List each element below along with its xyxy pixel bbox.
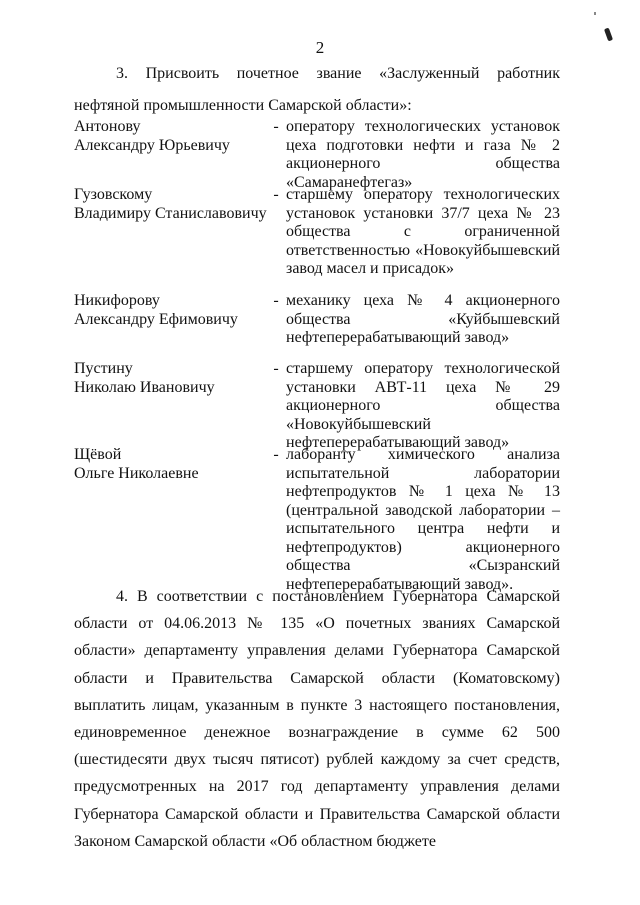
- awardee-position: механику цеха № 4 акционерного общества «Куйбышевский нефтеперерабатывающий завод»: [286, 292, 560, 346]
- awardee-surname: Щёвой: [74, 446, 122, 463]
- paragraph-4: 4. В соответствии с постановлением Губернатора Самарской области от 04.06.2013 № 135 «О почетных званиях Самарской области» департаменту управления делами Губернатора Самарской области и Правительства Самарской области (Коматовскому) выплатить лицам, указанным в пункте 3 настоящего постановления, единовременное денежное вознаграждение в сумме 62 500 (шестидесяти двух тысяч пятисот) рублей каждому за счет средств, предусмотренных на 2017 год департаменту управления делами Губернатора Самарской области и Правительства Самарской области Законом Самарской области «Об областном бюджете: [74, 588, 560, 850]
- awardee-position: старшему оператору технологических установок установки 37/7 цеха № 23 общества с ограниченной ответственностью «Новокуйбышевский завод масел и присадок»: [286, 186, 560, 277]
- paragraph-3: 3. Присвоить почетное звание «Заслуженный работник нефтяной промышленности Самарской области»:: [74, 65, 560, 114]
- awardee-surname: Антонову: [74, 118, 141, 135]
- awardee-name: [74, 446, 269, 483]
- awardee-given-name: Владимиру Станиславовичу: [74, 204, 267, 222]
- awardee-given-name: Ольге Николаевне: [74, 464, 199, 482]
- awardee-surname: Гузовскому: [74, 186, 153, 203]
- awardee-surname: Пустину: [74, 360, 133, 377]
- awardee-given-name: Александру Ефимовичу: [74, 310, 238, 328]
- scan-artifact: [594, 12, 596, 15]
- page-number: 2: [315, 38, 325, 57]
- awardee-position: оператору технологических установок цеха подготовки нефти и газа № 2 акционерного общества «Самаранефтегаз»: [286, 118, 560, 191]
- dash-separator: -: [273, 446, 279, 463]
- dash-separator: -: [273, 360, 279, 377]
- dash-separator: -: [273, 292, 279, 309]
- dash-separator: -: [273, 118, 279, 135]
- awardee-given-name: Александру Юрьевичу: [74, 136, 230, 154]
- awardee-surname: Никифорову: [74, 292, 160, 309]
- awardee-name: [74, 118, 269, 155]
- awardee-name: [74, 292, 269, 329]
- awardee-given-name: Николаю Ивановичу: [74, 378, 215, 396]
- dash-separator: -: [273, 186, 279, 203]
- awardee-name: [74, 360, 269, 397]
- awardee-position: старшему оператору технологической установки АВТ-11 цеха № 29 акционерного общества «Новокуйбышевский нефтеперерабатывающий завод»: [286, 360, 560, 451]
- awardee-position: лаборанту химического анализа испытательной лаборатории нефтепродуктов № 1 цеха № 13 (центральной заводской лаборатории – испытательного центра нефти и нефтепродуктов) акционерного общества «Сызранский нефтеперерабатывающий завод».: [286, 446, 560, 593]
- awardee-name: [74, 186, 269, 223]
